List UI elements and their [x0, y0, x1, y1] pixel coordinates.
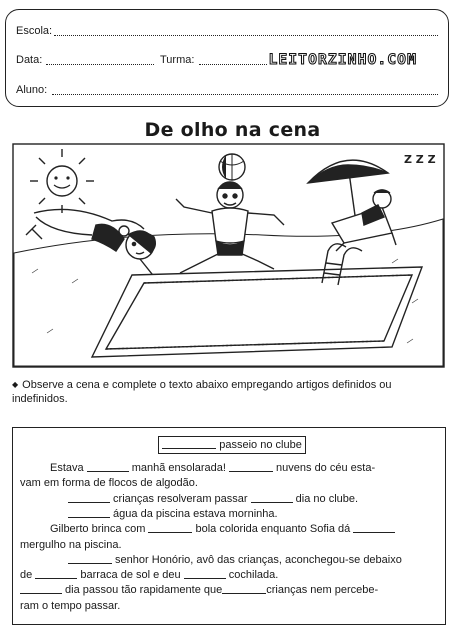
story-text-segment: bola colorida enquanto Sofia dá — [192, 523, 354, 536]
story-text-segment: vam em forma de flocos de algodão. — [20, 477, 198, 490]
answer-blank[interactable] — [68, 507, 110, 518]
subtitle-text: passeio no clube — [219, 439, 302, 451]
story-text-segment: cochilada. — [225, 569, 279, 582]
story-text-segment: senhor Honório, avô das crianças, aconchegou-se debaixo — [112, 553, 402, 566]
story-box — [12, 427, 446, 625]
story-text-segment: nuvens do céu esta- — [272, 462, 376, 474]
escola-field[interactable] — [54, 35, 438, 36]
story-text-segment: mergulho na piscina. — [20, 538, 122, 551]
story-text-segment: barraca de sol e deu — [77, 569, 184, 582]
answer-blank[interactable] — [148, 522, 192, 533]
turma-field[interactable] — [199, 64, 267, 65]
story-text-segment: água da piscina estava morninha. — [110, 507, 278, 520]
story-line — [20, 599, 438, 614]
story-line — [20, 492, 465, 507]
answer-blank[interactable] — [20, 583, 62, 594]
page-title: De olho na cena — [144, 119, 321, 141]
swimming-pool-icon — [92, 267, 422, 357]
story-text-segment: manhã ensolarada! — [128, 462, 229, 474]
story-text-segment: crianças resolveram passar — [110, 492, 251, 505]
escola-label: Escola: — [16, 25, 53, 37]
answer-blank[interactable] — [353, 522, 395, 533]
story-text-segment: Gilberto brinca com — [50, 523, 149, 536]
answer-blank[interactable] — [35, 568, 77, 579]
story-text-segment: dia no clube. — [292, 492, 359, 505]
beach-ball-icon — [219, 154, 245, 180]
story-text-segment: crianças nem percebe- — [266, 584, 379, 597]
answer-blank[interactable] — [251, 492, 293, 503]
story-text-segment: Estava — [50, 462, 87, 474]
story-text-segment: de — [20, 569, 36, 582]
data-label: Data: — [16, 54, 43, 66]
story-line — [20, 461, 465, 476]
answer-blank[interactable] — [87, 461, 129, 472]
pool-scene-illustration — [12, 143, 445, 368]
instruction-text: Observe a cena e complete o texto abaixo empregando artigos definidos ou indefinidos. — [12, 379, 392, 405]
story-subtitle — [158, 436, 306, 454]
story-text-segment: dia passou tão rapidamente que — [62, 584, 223, 597]
data-field[interactable] — [46, 64, 154, 65]
story-line — [20, 507, 465, 522]
story-line — [20, 538, 438, 553]
instruction — [12, 378, 442, 406]
answer-blank[interactable] — [68, 492, 110, 503]
subtitle-blank[interactable] — [162, 438, 216, 449]
answer-blank[interactable] — [222, 583, 266, 594]
story-text-segment: ram o tempo passar. — [20, 599, 121, 612]
story-line — [20, 568, 438, 583]
bullet-icon: ◆ — [12, 380, 19, 389]
story-line — [20, 553, 465, 568]
story-line — [20, 476, 438, 491]
story-line — [20, 522, 465, 537]
answer-blank[interactable] — [229, 461, 273, 472]
aluno-field[interactable] — [52, 94, 438, 95]
sleep-text: Z Z Z — [404, 153, 436, 166]
aluno-label: Aluno: — [16, 84, 48, 96]
brand-logo: LEITORZINHO.COM — [268, 52, 417, 68]
answer-blank[interactable] — [184, 568, 226, 579]
answer-blank[interactable] — [68, 553, 112, 564]
story-line — [20, 583, 438, 598]
turma-label: Turma: — [160, 54, 195, 66]
